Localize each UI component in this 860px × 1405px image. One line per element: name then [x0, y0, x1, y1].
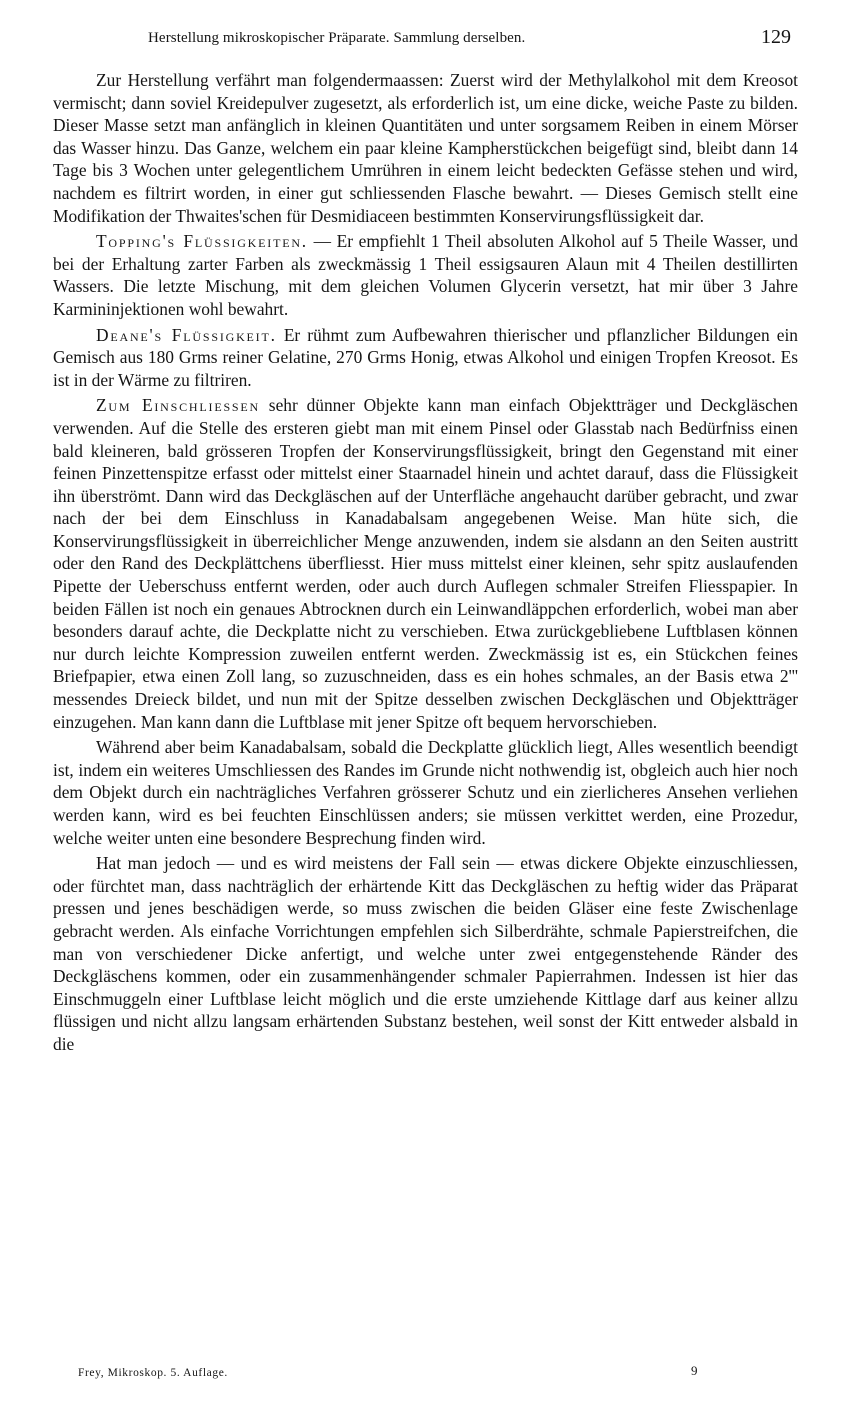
paragraph [53, 230, 798, 320]
paragraph-text: Zur Herstellung verfährt man folgendermaassen: Zuerst wird der Methylalkohol mit dem Kreosot vermischt; dann soviel Kreidepulver zugesetzt, als erforderlich ist, um eine dicke, weiche Paste zu bilden. Dieser Masse setzt man anfänglich in kleinen Quantitäten und unter sorgsamem Reiben in einem Mörser das Wasser hinzu. Das Ganze, welchem ein paar kleine Kampherstückchen beigefügt sind, bleibt dann 14 Tage bis 3 Wochen unter gelegentlichem Umrühren in einem leicht bedeckten Gefässe stehen und wird, nachdem es filtrirt worden, in einer gut schliessenden Flasche bewahrt. — Dieses Gemisch stellt eine Modifikation der Thwaites'schen für Desmidiaceen bestimmten Konservirungsflüssigkeit dar. [53, 70, 798, 226]
paragraph [53, 852, 798, 1055]
paragraph-text: Während aber beim Kanadabalsam, sobald die Deckplatte glücklich liegt, Alles wesentlich beendigt ist, indem ein weiteres Umschliessen des Randes im Grunde nicht nothwendig ist, obgleich auch hier noch dem Objekt durch ein nachträgliches Verfahren grösserer Schutz und ein zierlicheres Ansehen verliehen werden kann, wird es bei feuchten Einschlüssen anders; sie müssen verkittet werden, eine Prozedur, welche weiter unten eine besondere Besprechung finden wird. [53, 737, 798, 848]
section-lead: Zum Einschliessen [96, 395, 260, 416]
running-title: Herstellung mikroskopischer Präparate. Sammlung derselben. [148, 30, 526, 46]
paragraph-text: sehr dünner Objekte kann man einfach Objektträger und Deckgläschen verwenden. Auf die Stelle des ersteren giebt man mit einem Pinsel oder Glasstab nach Bedürfniss einen bald kleineren, bald grösseren Tropfen der Konservirungsflüssigkeit, bringt den Gegenstand mit einer feinen Pinzettenspitze erfasst oder mittelst einer Staarnadel hinein und achtet darauf, dass die Flüssigkeit ihn überströmt. Dann wird das Deckgläschen auf der Unterfläche angehaucht darüber gebracht, und zwar nach der bei dem Einschluss in Kanadabalsam angegebenen Weise. Man hüte sich, die Konservirungsflüssigkeit in überreichlicher Menge anzuwenden, indem sie alsdann an den Seiten austritt oder den Rand des Deckplättchens überfliesst. Hier muss mittelst einer kleinen, sehr spitz auslaufenden Pipette der Ueberschuss entfernt werden, oder auch durch Auflegen schmaler Streifen Fliesspapier. In beiden Fällen ist noch ein genaues Abtrocknen durch ein Leinwandläppchen erforderlich, wobei man aber besonders darauf achte, die Deckplatte nicht zu verschieben. Etwa zurückgebliebene Luftblasen können nur durch leichte Kompression zuweilen entfernt werden. Zweckmässig ist es, ein Stückchen feines Briefpapier, etwa einen Zoll lang, so zuzuschneiden, dass es ein hohes schmales, an der Basis etwa 2''' messendes Dreieck bildet, und nun mit der Spitze desselben zwischen Deckgläschen und Objektträger einzugehen. Man kann dann die Luftblase mit jener Spitze oft bequem hervorschieben. [53, 395, 798, 732]
paragraph-text: Er rühmt zum Aufbewahren thierischer und pflanzlicher Bildungen ein Gemisch aus 180 Grms reiner Gelatine, 270 Grms Honig, etwas Alkohol und einigen Tropfen Kreosot. Es ist in der Wärme zu filtriren. [53, 324, 798, 390]
paragraph [53, 324, 798, 392]
footer-signature: Frey, Mikroskop. 5. Auflage. [78, 1367, 228, 1379]
paragraph [53, 69, 798, 227]
page-number: 129 [761, 26, 791, 48]
paragraph [53, 394, 798, 733]
body-text [53, 69, 798, 1056]
paragraph-text: — Er empfiehlt 1 Theil absoluten Alkohol auf 5 Theile Wasser, und bei der Erhaltung zarter Farben als zweckmässig 1 Theil essigsauren Alaun mit 4 Theilen destillirten Wassers. Die letzte Mischung, mit dem gleichen Volumen Glycerin versetzt, hat mir über 3 Jahre Karmininjektionen wohl bewahrt. [53, 231, 798, 319]
section-lead: Deane's Flüssigkeit. [96, 324, 277, 345]
paragraph-text: Hat man jedoch — und es wird meistens der Fall sein — etwas dickere Objekte einzuschliessen, oder fürchtet man, dass nachträglich der erhärtende Kitt das Deckgläschen zu heftig wider das Präparat pressen und jenes beschädigen werde, so muss zwischen die beiden Gläser eine feste Zwischenlage gebracht werden. Als einfache Vorrichtungen empfehlen sich Silberdrähte, schmale Papierstreifchen, die man von verschiedener Dicke anfertigt, und welche unter zwei entgegenstehende Ränder des Deckgläschens kommen, oder ein zusammenhängender schmaler Papierrahmen. Indessen ist hier das Einschmuggeln einer Luftblase leicht möglich und die erste umziehende Kittlage darf aus keiner allzu flüssigen und nicht allzu langsam erhärtenden Substanz bestehen, weil sonst der Kitt entweder alsbald in die [53, 853, 798, 1054]
sheet-number: 9 [691, 1363, 698, 1378]
section-lead: Topping's Flüssigkeiten. [96, 231, 308, 252]
paragraph [53, 736, 798, 849]
